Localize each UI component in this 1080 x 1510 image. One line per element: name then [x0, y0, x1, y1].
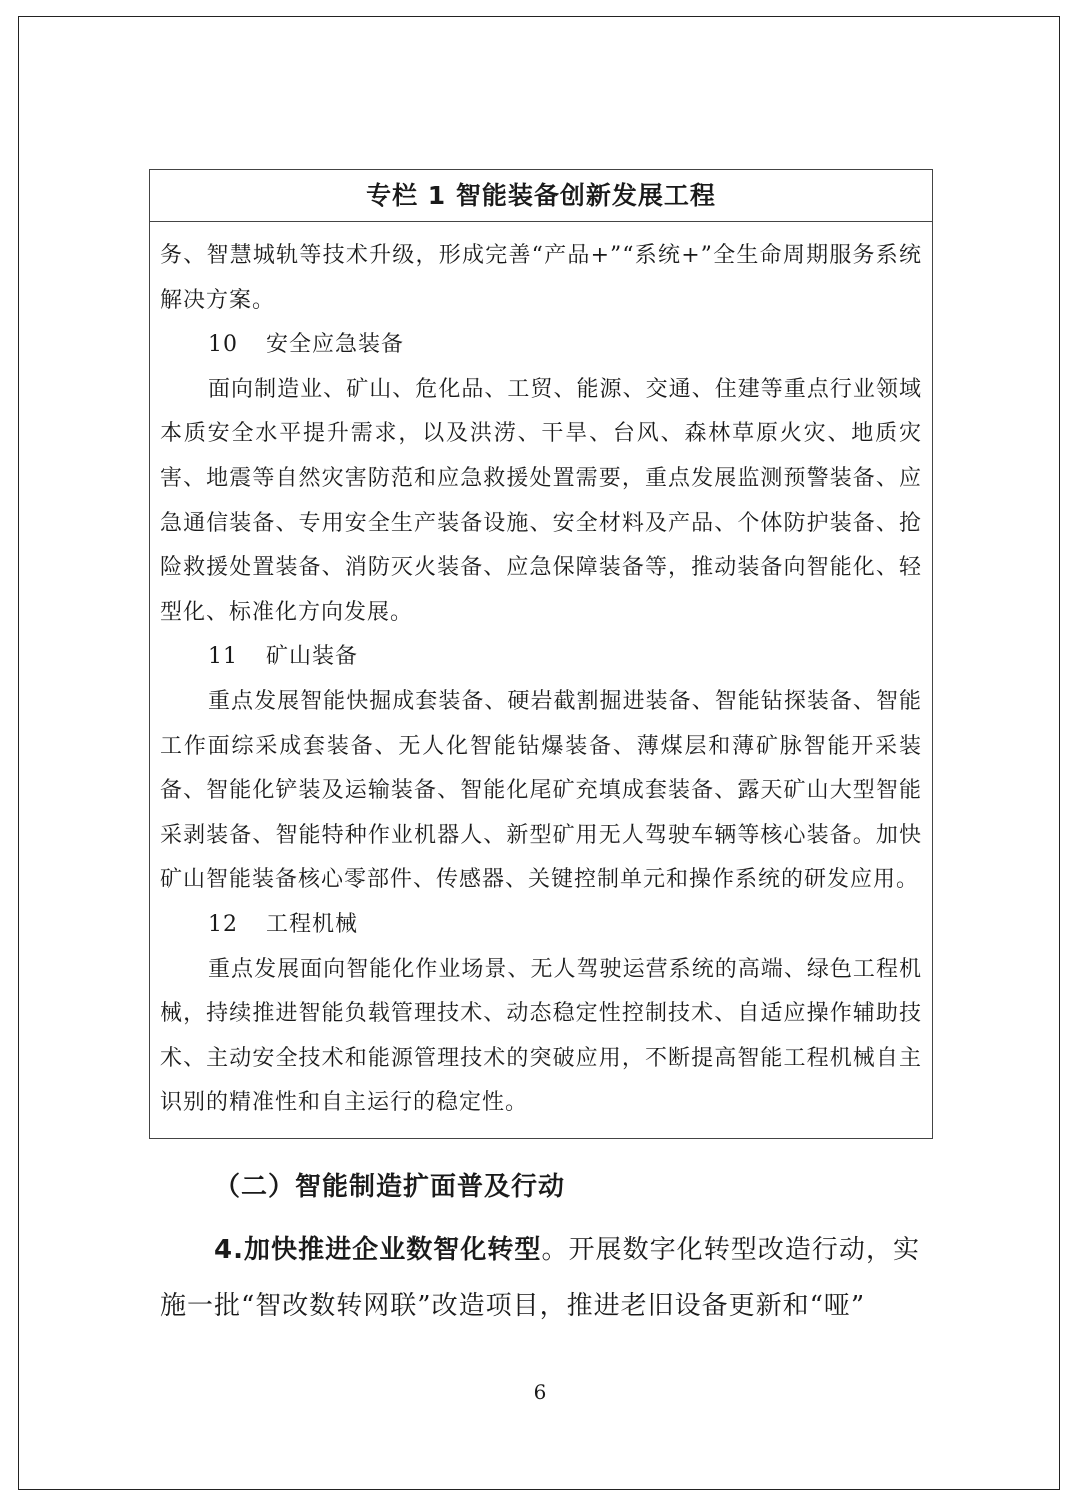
- item-number: 11: [208, 644, 238, 670]
- item-heading-text: 矿山装备: [266, 644, 359, 670]
- body-paragraph-lead: 4.加快推进企业数智化转型: [214, 1235, 542, 1265]
- item-number: 12: [208, 911, 238, 937]
- item-paragraph-11: 重点发展智能快掘成套装备、硬岩截割掘进装备、智能钻探装备、智能工作面综采成套装备、无人化智能钻爆装备、薄煤层和薄矿脉智能开采装备、智能化铲装及运输装备、智能化尾矿充填成套装备、露天矿山大型智能采剥装备、智能特种作业机器人、新型矿用无人驾驶车辆等核心装备。加快矿山智能装备核心零部件、传感器、关键控制单元和操作系统的研发应用。: [160, 688, 922, 893]
- item-paragraph-12: 重点发展面向智能化作业场景、无人驾驶运营系统的高端、绿色工程机械，持续推进智能负载管理技术、动态稳定性控制技术、自适应操作辅助技术、主动安全技术和能源管理技术的突破应用，不断提高智能工程机械自主识别的精准性和自主运行的稳定性。: [160, 956, 922, 1116]
- item-heading-11: [160, 635, 922, 680]
- section-heading: （二）智能制造扩面普及行动: [214, 1172, 566, 1202]
- column-box-body: [150, 222, 932, 1126]
- continuation-paragraph: 务、智慧城轨等技术升级，形成完善“产品+”“系统+”全生命周期服务系统解决方案。: [160, 243, 922, 313]
- item-number: 10: [208, 332, 238, 358]
- column-box: [149, 169, 933, 1139]
- item-heading-12: [160, 903, 922, 948]
- body-paragraph: [160, 1222, 920, 1334]
- page-number: 6: [533, 1380, 547, 1404]
- item-heading-text: 安全应急装备: [266, 332, 405, 358]
- body-paragraph-text: 。开展数字化转型改造行动，实施一批“智改数转网联”改造项目，推进老旧设备更新和“哑”: [160, 1235, 920, 1321]
- item-paragraph-10: 面向制造业、矿山、危化品、工贸、能源、交通、住建等重点行业领域本质安全水平提升需求，以及洪涝、干旱、台风、森林草原火灾、地质灾害、地震等自然灾害防范和应急救援处置需要，重点发展监测预警装备、应急通信装备、专用安全生产装备设施、安全材料及产品、个体防护装备、抢险救援处置装备、消防灭火装备、应急保障装备等，推动装备向智能化、轻型化、标准化方向发展。: [160, 376, 922, 625]
- column-box-title: 专栏 1 智能装备创新发展工程: [150, 170, 932, 222]
- item-heading-text: 工程机械: [266, 911, 359, 937]
- item-heading-10: [160, 323, 922, 368]
